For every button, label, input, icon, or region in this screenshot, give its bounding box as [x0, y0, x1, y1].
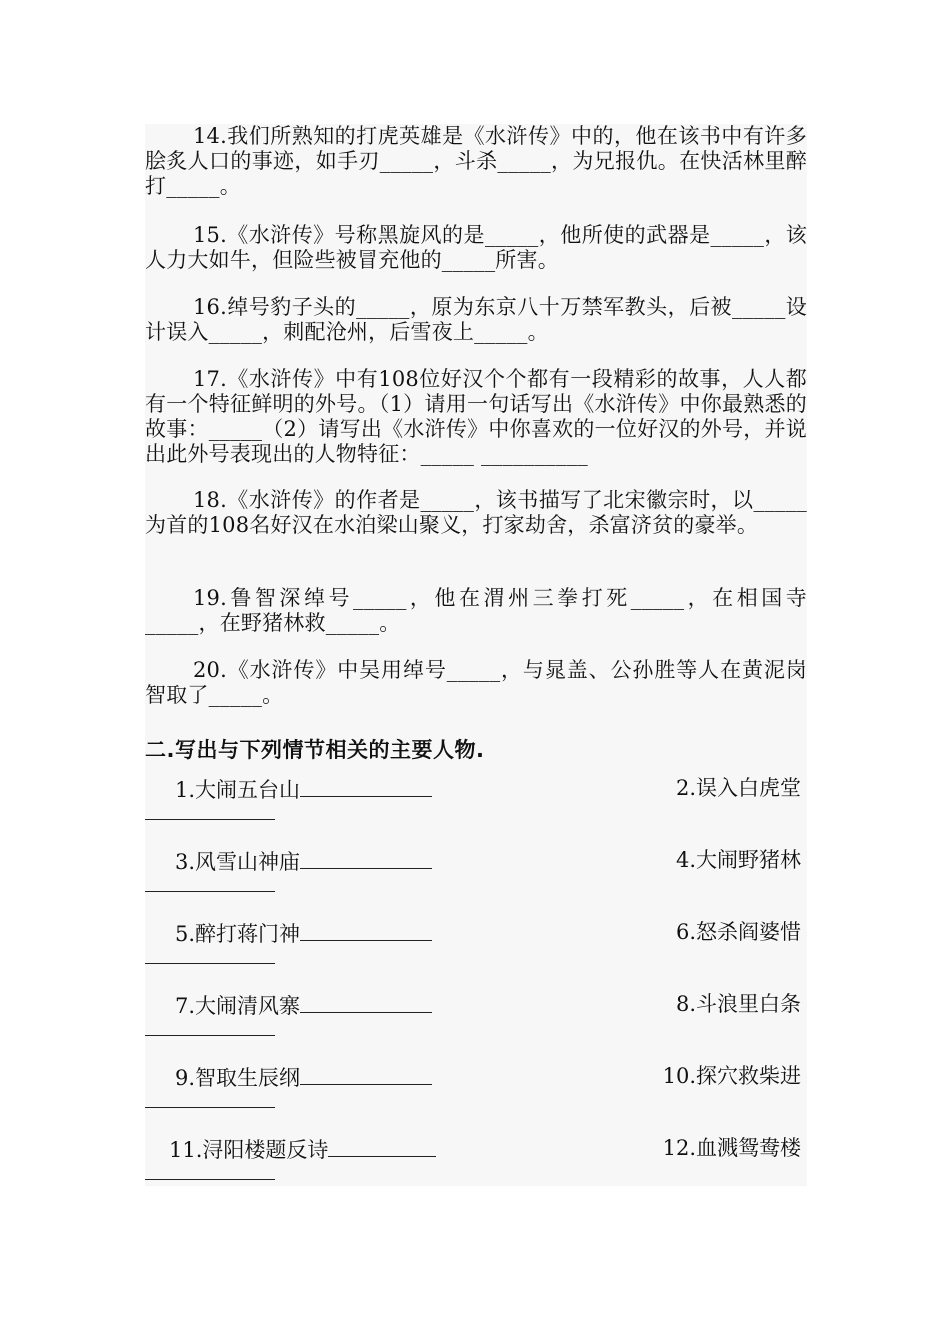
question-number: 15.: [193, 223, 227, 247]
question-text: 《水浒传》号称黑旋风的是_____，他所使的武器是_____，该人力大如牛，但险些被冒充他的_____所害。: [145, 223, 807, 272]
plot-pair-row: [145, 1062, 807, 1122]
question-16: [145, 295, 807, 345]
answer-blank[interactable]: [300, 918, 432, 941]
question-14: [145, 124, 807, 199]
question-text: 《水浒传》的作者是_____，该书描写了北宋徽宗时，以_____为首的108名好汉在水泊梁山聚义，打家劫舍，杀富济贫的豪举。: [145, 488, 807, 537]
plot-pair-row: [145, 846, 807, 906]
worksheet: [145, 124, 807, 1186]
question-17: [145, 367, 807, 467]
answer-blank[interactable]: [300, 774, 432, 797]
answer-blank[interactable]: [300, 990, 432, 1013]
plot-pair-row: [145, 990, 807, 1050]
section-heading: 二.写出与下列情节相关的主要人物.: [145, 738, 485, 762]
question-number: 17.: [193, 367, 227, 391]
plot-item: 6.怒杀阎婆惜: [675, 920, 801, 944]
plot-label: 11.浔阳楼题反诗: [169, 1138, 329, 1162]
answer-blank[interactable]: [145, 819, 275, 820]
question-number: 20.: [193, 658, 227, 682]
plot-item: 4.大闹野猪林: [675, 848, 801, 872]
question-20: [145, 658, 807, 708]
plot-item: 10.探穴救柴进: [662, 1064, 801, 1088]
plot-label: 9.智取生辰纲: [175, 1066, 301, 1090]
question-19: [145, 586, 807, 636]
question-number: 18.: [193, 488, 227, 512]
plot-label: 3.风雪山神庙: [175, 850, 301, 874]
plot-pair-row: [145, 1134, 807, 1194]
plot-pair-row: [145, 918, 807, 978]
plot-label: 7.大闹清风寨: [175, 994, 301, 1018]
plot-label: 1.大闹五台山: [175, 778, 301, 802]
question-15: [145, 223, 807, 273]
question-text: 《水浒传》中吴用绰号_____，与晁盖、公孙胜等人在黄泥岗智取了_____。: [145, 658, 807, 707]
answer-blank[interactable]: [328, 1134, 436, 1157]
plot-item: [175, 1062, 432, 1092]
question-text: 我们所熟知的打虎英雄是《水浒传》中的，他在该书中有许多脍炙人口的事迹，如手刃_____，斗杀_____，为兄报仇。在快活林里醉打_____。: [145, 124, 807, 198]
answer-blank[interactable]: [145, 891, 275, 892]
plot-item: 8.斗浪里白条: [675, 992, 801, 1016]
question-number: 16.: [193, 295, 227, 319]
answer-blank[interactable]: [300, 846, 432, 869]
question-text: 绰号豹子头的_____，原为东京八十万禁军教头，后被_____设计误入_____，刺配沧州，后雪夜上_____。: [145, 295, 807, 344]
plot-item: [175, 846, 432, 876]
plot-item: 12.血溅鸳鸯楼: [662, 1136, 801, 1160]
plot-item: [175, 990, 432, 1020]
plot-label: 5.醉打蒋门神: [175, 922, 301, 946]
answer-blank[interactable]: [145, 1179, 275, 1180]
answer-blank[interactable]: [145, 1035, 275, 1036]
answer-blank[interactable]: [300, 1062, 432, 1085]
question-18: [145, 488, 807, 538]
question-text: 《水浒传》中有108位好汉个个都有一段精彩的故事，人人都有一个特征鲜明的外号。（1）请用一句话写出《水浒传》中你最熟悉的故事：_____（2）请写出《水浒传》中你喜欢的一位好汉的外号，并说出此外号表现出的人物特征：_____ __________: [145, 367, 807, 466]
plot-pair-row: [145, 774, 807, 834]
plot-item: [175, 918, 432, 948]
question-number: 14.: [193, 124, 227, 148]
question-text: 鲁智深绰号_____，他在渭州三拳打死_____，在相国寺_____，在野猪林救_____。: [145, 586, 807, 635]
answer-blank[interactable]: [145, 963, 275, 964]
plot-item: [175, 774, 432, 804]
question-number: 19.: [193, 586, 227, 610]
answer-blank[interactable]: [145, 1107, 275, 1108]
plot-item: 2.误入白虎堂: [675, 776, 801, 800]
plot-item: [169, 1134, 436, 1164]
